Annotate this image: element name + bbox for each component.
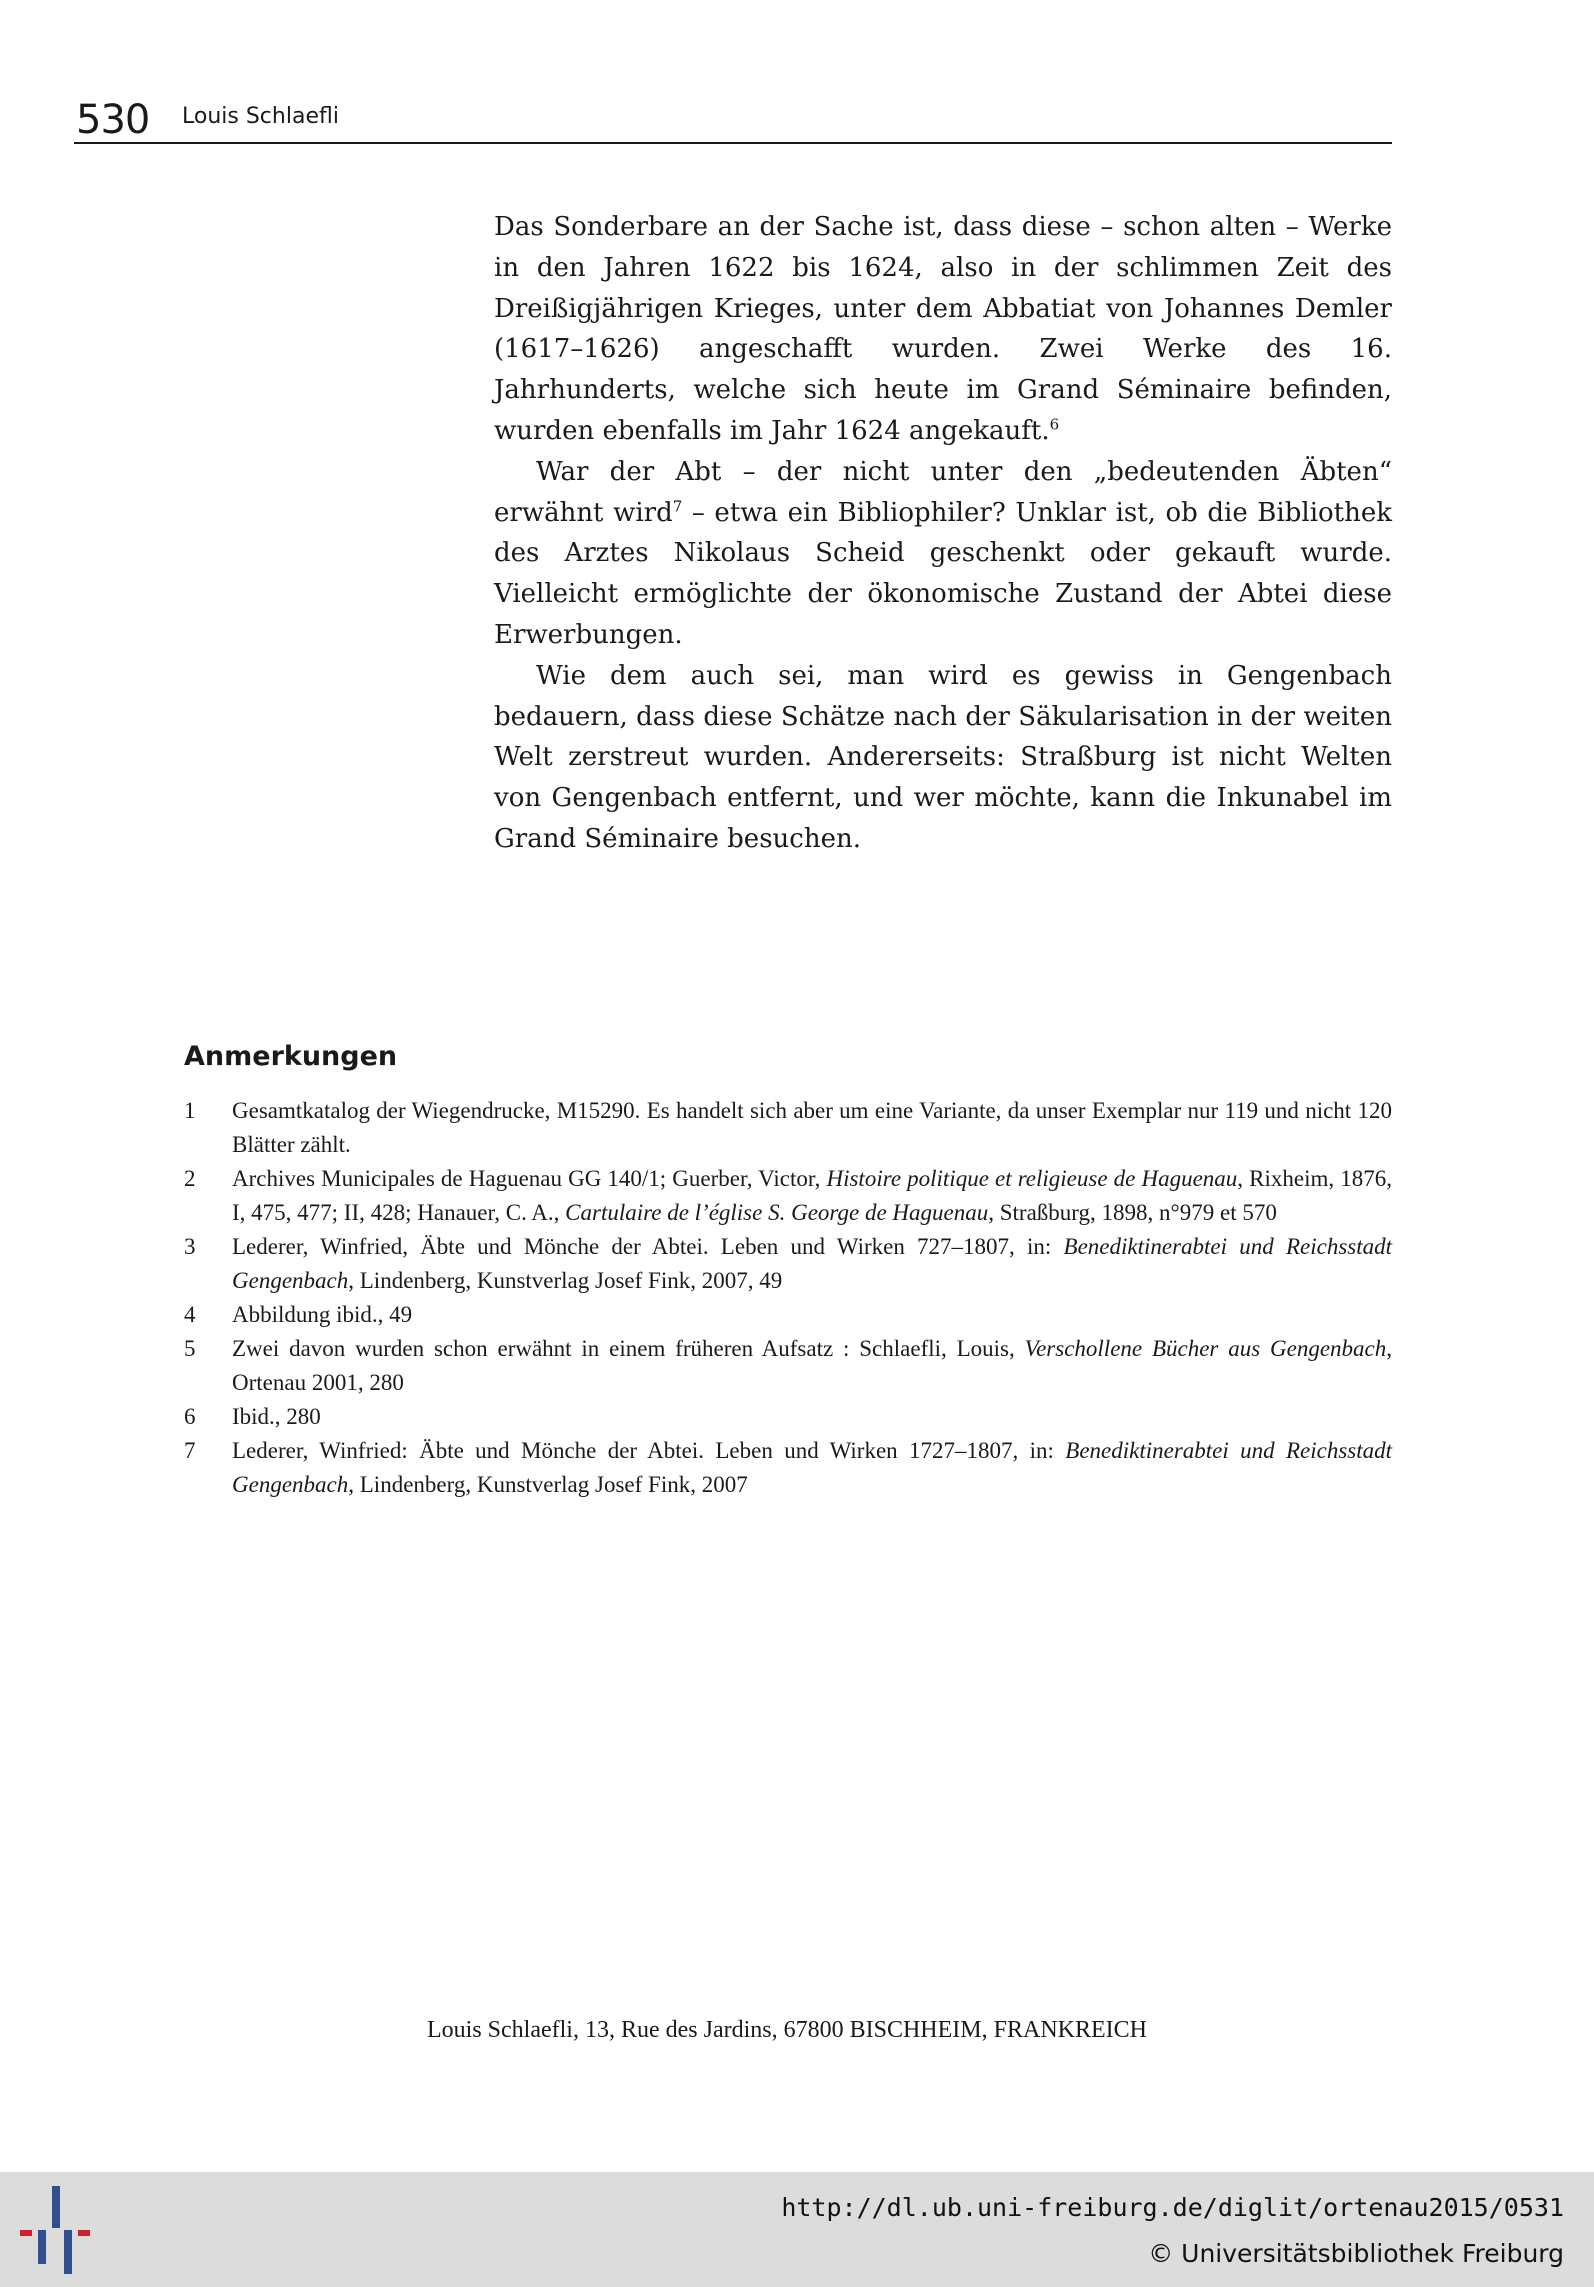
- note-item: [184, 1094, 1392, 1162]
- note-title-italic: Benediktinerabtei und Reichsstadt Gengenbach: [232, 1438, 1392, 1497]
- footnote-ref-6: 6: [1049, 415, 1060, 434]
- footer-bar: [0, 2172, 1594, 2287]
- note-text: Archives Municipales de Haguenau GG 140/1; Guerber, Victor,: [232, 1166, 827, 1191]
- paragraph-2: [494, 452, 1392, 656]
- paragraph-3-text: Wie dem auch sei, man wird es gewiss in Gengenbach bedauern, dass diese Schätze nach der Säkularisation in der weiten Welt zerstreut wurden. Andererseits: Straßburg ist nicht Welten von Gengenbach entfernt, und wer möchte, kann die Inkunabel im Grand Séminaire besuchen.: [494, 660, 1392, 854]
- page-header: [74, 90, 1392, 144]
- running-head: Louis Schlaefli: [182, 104, 339, 129]
- paragraph-3: [494, 656, 1392, 860]
- note-number: 6: [184, 1404, 196, 1429]
- note-text: , Ortenau 2001, 280: [232, 1336, 1392, 1395]
- note-text: , Rixheim, 1876, I, 475, 477; II, 428; Hanauer, C. A.,: [232, 1166, 1392, 1225]
- note-item: [184, 1230, 1392, 1298]
- paragraph-2-text-a: War der Abt – der nicht unter den „bedeutenden Äbten“ erwähnt wird: [494, 456, 1392, 528]
- note-text: Lederer, Winfried, Äbte und Mönche der Abtei. Leben und Wirken 727–1807, in:: [232, 1234, 1064, 1259]
- paragraph-2-text-b: – etwa ein Bibliophiler? Unklar ist, ob die Bibliothek des Arztes Nikolaus Scheid geschenkt oder gekauft wurde. Vielleicht ermöglichte der ökonomische Zustand der Abtei diese Erwerbungen.: [494, 497, 1392, 650]
- notes-heading: Anmerkungen: [184, 1041, 398, 1072]
- library-logo-icon: [14, 2184, 104, 2276]
- note-item: [184, 1298, 1392, 1332]
- note-text: , Straßburg, 1898, n°979 et 570: [988, 1200, 1277, 1225]
- note-item: [184, 1332, 1392, 1400]
- note-number: 7: [184, 1438, 196, 1463]
- note-title-italic: Verschollene Bücher aus Gengenbach: [1024, 1336, 1387, 1361]
- note-text: Abbildung ibid., 49: [232, 1302, 413, 1327]
- note-text: Gesamtkatalog der Wiegendrucke, M15290. Es handelt sich aber um eine Variante, da unser Exemplar nur 119 und nicht 120 Blätter zählt.: [232, 1098, 1392, 1157]
- paragraph-1-text: Das Sonderbare an der Sache ist, dass diese – schon alten – Werke in den Jahren 1622 bis 1624, also in der schlimmen Zeit des Dreißigjährigen Krieges, unter dem Abbatiat von Johannes Demler (1617–1626) angeschafft wurden. Zwei Werke des 16. Jahrhunderts, welche sich heute im Grand Séminaire befinden, wurden ebenfalls im Jahr 1624 angekauft.: [494, 212, 1392, 446]
- note-item: [184, 1434, 1392, 1502]
- note-number: 5: [184, 1336, 196, 1361]
- note-text: Lederer, Winfried: Äbte und Mönche der Abtei. Leben und Wirken 1727–1807, in:: [232, 1438, 1066, 1463]
- note-text: Zwei davon wurden schon erwähnt in einem früheren Aufsatz : Schlaefli, Louis,: [232, 1336, 1025, 1361]
- body-text: [494, 207, 1392, 860]
- note-text: , Lindenberg, Kunstverlag Josef Fink, 2007, 49: [348, 1268, 783, 1293]
- note-number: 4: [184, 1302, 196, 1327]
- author-address: Louis Schlaefli, 13, Rue des Jardins, 67800 BISCHHEIM, FRANKREICH: [427, 2017, 1147, 2043]
- page-number: 530: [76, 97, 150, 143]
- note-item: [184, 1400, 1392, 1434]
- note-title-italic: Histoire politique et religieuse de Haguenau: [826, 1166, 1238, 1191]
- note-number: 2: [184, 1166, 196, 1191]
- note-title-italic: Benediktinerabtei und Reichsstadt Gengenbach: [232, 1234, 1392, 1293]
- copyright-notice: © Universitätsbibliothek Freiburg: [1148, 2239, 1564, 2268]
- notes-list: [184, 1094, 1392, 1502]
- note-title-italic: Cartulaire de l’église S. George de Haguenau: [565, 1200, 989, 1225]
- paragraph-1: [494, 207, 1392, 452]
- footnote-ref-7: 7: [672, 496, 683, 515]
- note-number: 1: [184, 1098, 196, 1123]
- note-number: 3: [184, 1234, 196, 1259]
- note-text: , Lindenberg, Kunstverlag Josef Fink, 2007: [348, 1472, 748, 1497]
- note-item: [184, 1162, 1392, 1230]
- source-url[interactable]: http://dl.ub.uni-freiburg.de/diglit/ortenau2015/0531: [781, 2193, 1564, 2222]
- note-text: Ibid., 280: [232, 1404, 321, 1429]
